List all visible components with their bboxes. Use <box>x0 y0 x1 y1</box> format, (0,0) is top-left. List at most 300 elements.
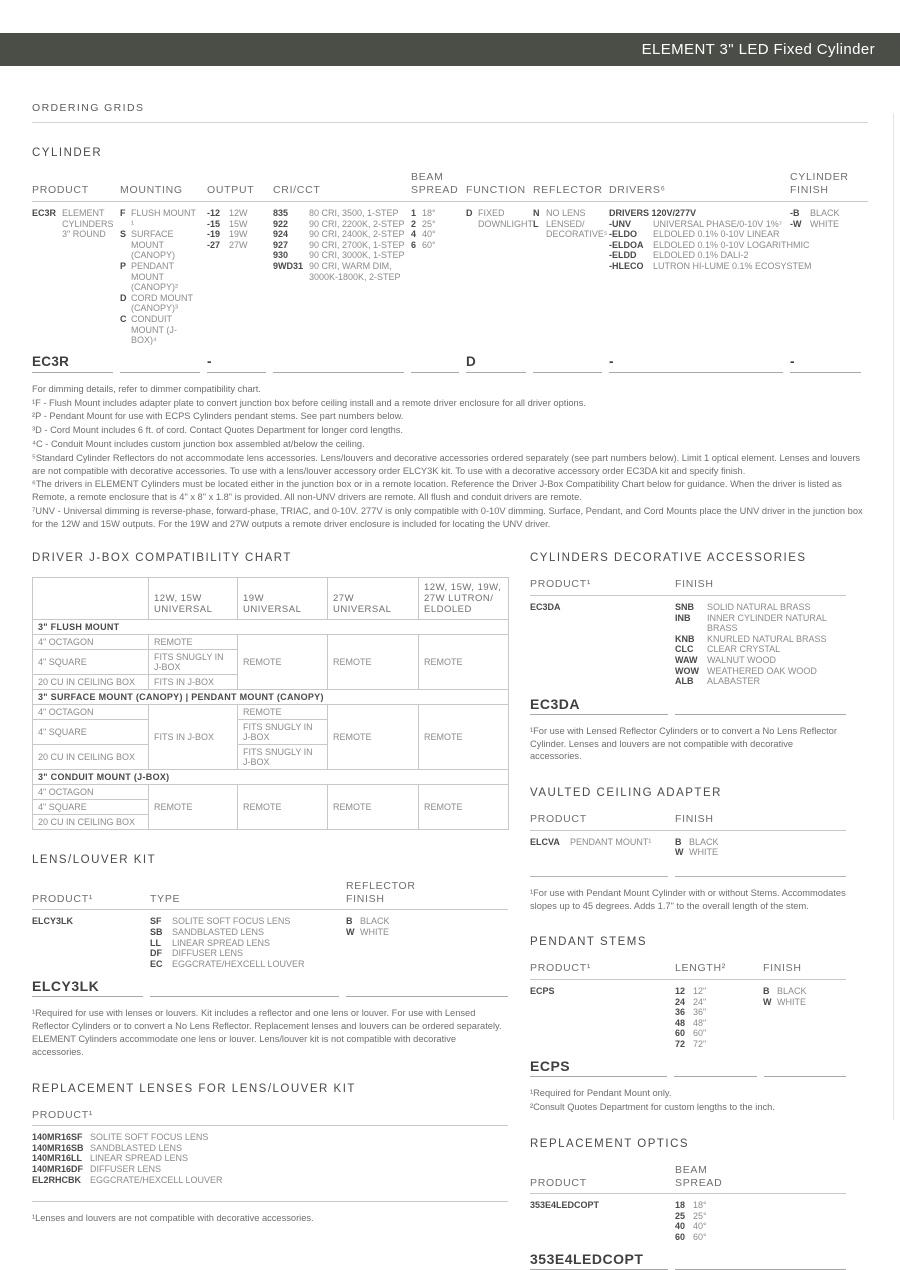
footnote: ⁵Standard Cylinder Reflectors do not accommodate lens accessories. Lens/louvers and decorative accessories ordered separately (see part numbers below). Limit 1 optical element. Lenses and louvers are not compatible with decorative accessories. To use with a lens/louver accessory order ELCY3K kit. To use with a decorative accessory order EC3DA kit and specify finish. <box>32 452 861 476</box>
mounting-option <box>120 314 201 346</box>
jbox-col-header: 27W UNIVERSAL <box>328 578 419 620</box>
pendant-stems-section <box>530 936 846 1114</box>
footnote: ⁶The drivers in ELEMENT Cylinders must be located either in the junction box or in a remote location. Reference the Driver J-Box Compatibility Chart below for guidance. When the driver is listed as Remote, a remote enclosure that is 4" x 8" x 1.8" is provided. All non-UNV drivers are remote. All flush and conduit drivers are remote. <box>32 479 842 503</box>
col-header-product: PRODUCT¹ <box>530 578 592 591</box>
option-desc: LENSED/ DECORATIVE⁵ <box>546 218 608 240</box>
option-desc: 60° <box>422 239 436 250</box>
jbox-row-label: 4" SQUARE <box>33 650 149 675</box>
option-desc: SANDBLASTED LENS <box>172 927 265 938</box>
selection-blank <box>675 1251 846 1270</box>
option-code: SNB <box>675 601 695 612</box>
option-desc: BLACK <box>360 916 390 927</box>
option-desc: 90 CRI, WARM DIM, 3000K-1800K, 2-STEP <box>309 260 401 282</box>
selection-code: 353E4LEDCOPT <box>530 1251 668 1270</box>
item-desc: LINEAR SPREAD LENS <box>90 1153 189 1164</box>
driver-option <box>609 229 784 240</box>
option-code: 4 <box>411 229 417 240</box>
option-desc: WHITE <box>360 927 389 938</box>
footnote: ⁴C - Conduit Mount includes custom junction box assembled at/below the ceiling. <box>32 438 365 449</box>
finish-option <box>790 219 862 230</box>
drivers-group-label: DRIVERS 120V/277V <box>609 208 697 218</box>
pendant-stems-header-row <box>530 962 846 980</box>
option-code: WAW <box>675 654 698 665</box>
beam-spread-column <box>411 208 466 250</box>
driver-option <box>609 219 784 230</box>
product-code: ELCVA <box>530 836 560 847</box>
option-code: LL <box>150 937 161 948</box>
jbox-cell: REMOTE <box>419 705 509 770</box>
section-rule <box>32 1201 508 1202</box>
cri-option <box>273 261 405 282</box>
grid-header-row <box>32 171 868 202</box>
option-desc: WEATHERED OAK WOOD <box>707 665 817 676</box>
beam-option <box>411 208 460 219</box>
replacement-optics-heading: REPLACEMENT OPTICS <box>530 1138 690 1151</box>
option-code: L <box>533 218 539 229</box>
vaulted-finish-column <box>675 837 846 858</box>
option-desc: FIXED DOWNLIGHT <box>478 208 533 229</box>
option-desc: 40° <box>422 229 436 240</box>
product-row <box>530 602 669 613</box>
section-footnote: ¹Required for Pendant Mount only. <box>530 1088 672 1099</box>
reflector-option <box>533 208 603 219</box>
col-header-beam-spread <box>675 1164 846 1189</box>
finish-option <box>675 644 840 655</box>
option-desc: 60" <box>693 1028 707 1039</box>
jbox-cell: FITS SNUGLY IN J-BOX <box>238 745 328 770</box>
type-option <box>150 938 340 949</box>
option-desc: WALNUT WOOD <box>707 654 776 665</box>
option-desc: EGGCRATE/HEXCELL LOUVER <box>172 958 305 969</box>
option-code: -B <box>790 208 800 218</box>
option-desc: WHITE <box>689 847 718 858</box>
jbox-row-label: 20 CU IN CEILING BOX <box>33 675 149 690</box>
lens-louver-kit-section <box>32 854 508 1058</box>
finish-option <box>675 602 840 613</box>
beam-option <box>675 1221 840 1232</box>
option-code: -W <box>790 218 802 229</box>
option-code: S <box>120 229 127 240</box>
selection-blank <box>150 978 339 997</box>
decorative-product-column <box>530 602 675 687</box>
item-code: 140MR16SF <box>32 1132 83 1143</box>
option-code: -ELDO <box>609 229 637 240</box>
col-header-finish: FINISH <box>763 962 802 975</box>
col-header-finish: FINISH <box>675 813 714 826</box>
item-desc: DIFFUSER LENS <box>90 1163 162 1174</box>
decorative-heading: CYLINDERS DECORATIVE ACCESSORIES <box>530 552 807 565</box>
finish-option <box>675 634 840 645</box>
option-code: B <box>675 836 682 847</box>
option-code: 2 <box>411 218 417 229</box>
item-code: EL2RHCBK <box>32 1174 82 1185</box>
option-desc: CONDUIT MOUNT (J-BOX)⁴ <box>131 313 177 346</box>
jbox-section-row <box>33 770 509 785</box>
option-code: W <box>675 847 684 858</box>
jbox-section-row <box>33 620 509 635</box>
option-code: P <box>120 260 127 271</box>
option-desc: 90 CRI, 3000K, 1-STEP <box>309 250 405 261</box>
option-code: 12 <box>675 985 686 996</box>
option-desc: 90 CRI, 2200K, 2-STEP <box>309 218 405 229</box>
col-header-reflector: REFLECTOR <box>533 183 603 196</box>
jbox-cell: FITS SNUGLY IN J-BOX <box>149 650 238 675</box>
cri-option <box>273 240 405 251</box>
col-header-reflector-finish <box>346 880 508 905</box>
jbox-cell: FITS IN J-BOX <box>149 675 238 690</box>
selection-cri-cct <box>273 354 404 373</box>
option-code: 1 <box>411 208 417 218</box>
option-code: DF <box>150 948 162 959</box>
jbox-cell: REMOTE <box>238 705 328 720</box>
jbox-cell: FITS IN J-BOX <box>149 705 238 770</box>
option-desc: 27W <box>229 239 248 250</box>
page-edge-line <box>893 113 894 1120</box>
item-code: 140MR16LL <box>32 1153 83 1164</box>
option-desc: SOLID NATURAL BRASS <box>707 601 811 612</box>
option-code: B <box>346 916 353 927</box>
col-header-beam-spread: BEAM SPREAD <box>411 171 459 196</box>
option-desc: 72" <box>693 1038 707 1049</box>
option-code: ALB <box>675 676 694 687</box>
item-desc: SOLITE SOFT FOCUS LENS <box>90 1132 209 1143</box>
selection-code: ELCY3LK <box>32 978 143 997</box>
right-column <box>530 552 846 1270</box>
option-code: 922 <box>273 218 289 229</box>
beam-option <box>411 229 460 240</box>
col-header-mounting: MOUNTING <box>120 183 183 196</box>
jbox-cell: REMOTE <box>328 705 419 770</box>
option-code: 9WD31 <box>273 260 304 271</box>
option-desc: 12W <box>229 208 248 218</box>
mounting-option <box>120 293 201 314</box>
option-code: SB <box>150 927 163 938</box>
jbox-heading: DRIVER J-BOX COMPATIBILITY CHART <box>32 552 292 565</box>
replacement-optics-body <box>530 1194 846 1242</box>
replacement-lenses-heading: REPLACEMENT LENSES FOR LENS/LOUVER KIT <box>32 1082 356 1095</box>
option-code: -UNV <box>609 218 631 229</box>
col-header-product: PRODUCT¹ <box>32 892 94 905</box>
lens-kit-heading: LENS/LOUVER KIT <box>32 854 157 867</box>
beam-option <box>675 1232 840 1243</box>
jbox-col-header: 12W, 15W UNIVERSAL <box>149 578 238 620</box>
finish-option <box>346 927 502 938</box>
product-desc: PENDANT MOUNT¹ <box>570 836 652 847</box>
option-desc: SOLITE SOFT FOCUS LENS <box>172 916 291 927</box>
lens-kit-finish-column <box>346 916 508 969</box>
option-desc: 90 CRI, 2400K, 2-STEP <box>309 229 405 240</box>
option-desc: 90 CRI, 2700K, 1-STEP <box>309 239 405 250</box>
output-option <box>207 229 267 240</box>
page-content <box>0 102 900 1270</box>
selection-finish: - <box>790 354 861 373</box>
title-bar <box>0 33 900 66</box>
option-desc: ELDOLED 0.1% DALI-2 <box>653 250 749 261</box>
jbox-col-header: 12W, 15W, 19W, 27W LUTRON/ ELDOLED <box>419 578 509 620</box>
page-title: ELEMENT 3" LED Fixed Cylinder <box>641 41 875 58</box>
option-code: 24 <box>675 996 686 1007</box>
option-desc: ELDOLED 0.1% 0-10V LOGARITHMIC <box>653 239 810 250</box>
beam-option <box>675 1200 840 1211</box>
option-desc: 19W <box>229 229 248 240</box>
option-desc: ALABASTER <box>707 676 761 687</box>
lens-kit-body <box>32 910 508 969</box>
option-desc: LINEAR SPREAD LENS <box>172 937 271 948</box>
option-code: 25 <box>675 1210 686 1221</box>
product-desc: ELEMENT CYLINDERS 3" ROUND <box>62 208 114 240</box>
jbox-row-label: 20 CU IN CEILING BOX <box>33 815 149 830</box>
option-code: -27 <box>207 239 221 250</box>
option-code: D <box>120 292 127 303</box>
lower-two-column-area <box>32 552 868 1270</box>
option-code: EC <box>150 958 163 969</box>
finish-option <box>346 916 502 927</box>
jbox-row <box>33 705 509 720</box>
type-option <box>150 948 340 959</box>
option-desc: 25° <box>422 218 436 229</box>
col-header-length: LENGTH² <box>675 962 726 975</box>
option-desc: 80 CRI, 3500, 1-STEP <box>309 208 399 218</box>
option-code: 48 <box>675 1017 686 1028</box>
jbox-row-label: 4" SQUARE <box>33 800 149 815</box>
option-code: 927 <box>273 239 289 250</box>
option-code: -15 <box>207 218 221 229</box>
footnote: ⁷UNV - Universal dimming is reverse-phase, forward-phase, TRIAC, and 0-10V. 277V is only compatible with 0-10V dimming. Surface, Pendant, and Cord Mounts place the UNV driver in the junction box for the 12W and 15W outputs. For the 19W and 27W outputs a remote driver enclosure is included for locating the UNV driver. <box>32 505 863 529</box>
option-code: W <box>346 927 355 938</box>
jbox-section-title: 3" FLUSH MOUNT <box>33 620 509 635</box>
reflector-option <box>533 218 608 240</box>
option-code: 40 <box>675 1221 686 1232</box>
product-row <box>32 916 144 927</box>
type-option <box>150 959 340 970</box>
drivers-column <box>609 208 812 272</box>
finish-option <box>790 208 862 219</box>
jbox-cell: REMOTE <box>238 785 328 830</box>
driver-option <box>609 260 812 272</box>
grid-body-row <box>32 202 868 346</box>
product-row <box>530 837 669 848</box>
col-header-product: PRODUCT¹ <box>530 962 592 975</box>
ordering-code-row <box>530 1251 846 1270</box>
selection-output: - <box>207 354 266 373</box>
option-code: 924 <box>273 229 289 240</box>
cri-option <box>273 219 405 230</box>
option-code: 72 <box>675 1038 686 1049</box>
replacement-optics-section <box>530 1138 846 1270</box>
section-footnote: ¹Required for use with lenses or louvers. Kit includes a reflector and one lens or louver. For use with Lensed Reflector Cylinders or to convert a No Lens Reflector. Replacement lenses and louvers can be ordered separately. ELEMENT Cylinders accommodate one lens or louver. Lens/louver kit is not compatible with decorative accessories. <box>32 1008 502 1057</box>
option-desc: 36" <box>693 1007 707 1018</box>
item-code: 140MR16SB <box>32 1142 84 1153</box>
mounting-option <box>120 208 201 229</box>
selection-beam-spread <box>411 354 459 373</box>
option-code: -19 <box>207 229 221 240</box>
function-column <box>466 208 533 229</box>
option-desc: CLEAR CRYSTAL <box>707 644 781 655</box>
vaulted-body <box>530 831 846 858</box>
lens-item <box>32 1153 502 1164</box>
lens-item <box>32 1175 502 1186</box>
rule-segment <box>530 876 668 877</box>
option-desc: BLACK <box>810 208 840 218</box>
option-desc: ELDOLED 0.1% 0-10V LINEAR <box>653 229 780 240</box>
option-desc: 48" <box>693 1017 707 1028</box>
pendant-stems-finish-column <box>763 986 846 1050</box>
option-desc: WHITE <box>810 218 839 229</box>
type-option <box>150 916 340 927</box>
cri-option <box>273 208 405 219</box>
jbox-row <box>33 785 509 800</box>
decorative-body <box>530 596 846 687</box>
replacement-optics-header-row <box>530 1164 846 1194</box>
option-code: -12 <box>207 208 221 218</box>
function-option <box>466 208 533 229</box>
jbox-row-label: 4" OCTAGON <box>33 635 149 650</box>
jbox-cell: REMOTE <box>149 635 238 650</box>
item-desc: EGGCRATE/HEXCELL LOUVER <box>90 1174 223 1185</box>
output-column <box>207 208 273 250</box>
product-code: 353E4LEDCOPT <box>530 1200 600 1211</box>
option-desc: FLUSH MOUNT ¹ <box>131 208 196 229</box>
jbox-col-header: 19W UNIVERSAL <box>238 578 328 620</box>
ordering-grids-rule <box>32 122 868 123</box>
option-desc: 40° <box>693 1221 707 1232</box>
section-footnote: ²Consult Quotes Department for custom lengths to the inch. <box>530 1102 775 1113</box>
replacement-lenses-body <box>32 1126 508 1185</box>
col-header-drivers: DRIVERS⁶ <box>609 183 666 196</box>
option-code: -ELDD <box>609 250 637 261</box>
col-header-product: PRODUCT <box>32 183 89 196</box>
vaulted-product-column <box>530 837 675 858</box>
finish-option <box>675 613 840 634</box>
selection-product: EC3R <box>32 354 113 373</box>
cri-option <box>273 229 405 240</box>
product-code: EC3DA <box>530 601 561 612</box>
length-option <box>675 1018 757 1029</box>
option-code: 930 <box>273 250 289 261</box>
selection-reflector <box>533 354 602 373</box>
col-header-finish: FINISH <box>675 578 714 591</box>
optics-beam-column <box>675 1200 846 1242</box>
beam-option <box>411 219 460 230</box>
footnote: For dimming details, refer to dimmer compatibility chart. <box>32 383 261 394</box>
option-desc: 25° <box>693 1210 707 1221</box>
pendant-stems-length-column <box>675 986 763 1050</box>
finish-option <box>675 676 840 687</box>
option-desc: PENDANT MOUNT (CANOPY)² <box>131 260 178 293</box>
jbox-cell: REMOTE <box>238 635 328 690</box>
replacement-lenses-section <box>32 1083 508 1225</box>
option-code: -ELDOA <box>609 239 644 250</box>
finish-option <box>675 666 840 677</box>
option-desc: SURFACE MOUNT (CANOPY) <box>131 229 176 261</box>
option-code: 6 <box>411 239 417 250</box>
driver-option <box>609 239 810 251</box>
col-header-cylinder-finish: CYLINDER FINISH <box>790 171 849 196</box>
jbox-row-label: 4" SQUARE <box>33 720 149 745</box>
option-code: 60 <box>675 1028 686 1039</box>
beam-option <box>411 240 460 251</box>
col-header-product: PRODUCT¹ <box>32 1108 94 1121</box>
section-footnote: ¹Lenses and louvers are not compatible with decorative accessories. <box>32 1213 314 1224</box>
cri-option <box>273 250 405 261</box>
jbox-cell: REMOTE <box>328 635 419 690</box>
length-option <box>675 1028 757 1039</box>
option-code: KNB <box>675 633 695 644</box>
product-code: ELCY3LK <box>32 916 74 927</box>
replacement-lenses-header-row <box>32 1109 508 1127</box>
pendant-stems-body <box>530 980 846 1050</box>
output-option <box>207 208 267 219</box>
jbox-row-label: 20 CU IN CEILING BOX <box>33 745 149 770</box>
option-desc: 18° <box>693 1200 707 1211</box>
selection-mounting <box>120 354 200 373</box>
selection-blank <box>346 978 508 997</box>
left-column <box>32 552 508 1270</box>
option-desc: 15W <box>229 218 248 229</box>
jbox-header-row <box>33 578 509 620</box>
col-header-type: TYPE <box>150 892 181 905</box>
cylinder-heading: CYLINDER <box>32 147 103 159</box>
length-option <box>675 1039 757 1050</box>
option-code: CLC <box>675 644 694 655</box>
selection-function: D <box>466 354 526 373</box>
selection-blank <box>764 1058 846 1077</box>
option-code: B <box>763 985 770 996</box>
decorative-finish-column <box>675 602 846 687</box>
selection-code: EC3DA <box>530 696 668 715</box>
col-header-text: REFLECTOR FINISH <box>346 880 416 905</box>
option-code: 18 <box>675 1200 686 1211</box>
selection-drivers: - <box>609 354 783 373</box>
vaulted-ceiling-adapter-section <box>530 787 846 912</box>
product-code: EC3R <box>32 208 57 218</box>
jbox-row-label: 4" OCTAGON <box>33 705 149 720</box>
option-desc: NO LENS <box>546 208 586 218</box>
selection-code: ECPS <box>530 1058 667 1077</box>
vaulted-header-row <box>530 813 846 831</box>
jbox-compatibility-table <box>32 577 509 830</box>
ordering-grids-label: ORDERING GRIDS <box>32 102 145 114</box>
product-code: ECPS <box>530 985 555 996</box>
option-code: D <box>466 208 473 218</box>
item-desc: SANDBLASTED LENS <box>90 1142 183 1153</box>
footnotes <box>32 383 868 531</box>
ordering-code-row <box>32 354 868 373</box>
option-desc: 60° <box>693 1231 707 1242</box>
finish-option <box>675 655 840 666</box>
option-desc: UNIVERSAL PHASE/0-10V 1%⁷ <box>653 218 782 229</box>
option-code: SF <box>150 916 162 927</box>
length-option <box>675 986 757 997</box>
option-desc: LUTRON HI-LUME 0.1% ECOSYSTEM <box>653 260 812 271</box>
option-desc: KNURLED NATURAL BRASS <box>707 633 827 644</box>
jbox-cell: REMOTE <box>328 785 419 830</box>
footnote: ³D - Cord Mount includes 6 ft. of cord. Contact Quotes Department for longer cord lengths. <box>32 425 404 436</box>
finish-option <box>675 837 840 848</box>
length-option <box>675 1007 757 1018</box>
cylinder-ordering-grid <box>32 171 868 373</box>
pendant-stems-heading: PENDANT STEMS <box>530 936 648 949</box>
ordering-code-row <box>530 1058 846 1077</box>
mounting-option <box>120 229 201 261</box>
section-footnote: ¹For use with Pendant Mount Cylinder with or without Stems. Accommodates slopes up to 45 degrees. Adds 1.7" to the overall length of the stem. <box>530 887 846 911</box>
option-code: N <box>533 208 540 218</box>
item-code: 140MR16DF <box>32 1163 84 1174</box>
finish-option <box>763 986 840 997</box>
option-code: W <box>763 996 772 1007</box>
jbox-section-row <box>33 690 509 705</box>
col-header-function: FUNCTION <box>466 183 526 196</box>
